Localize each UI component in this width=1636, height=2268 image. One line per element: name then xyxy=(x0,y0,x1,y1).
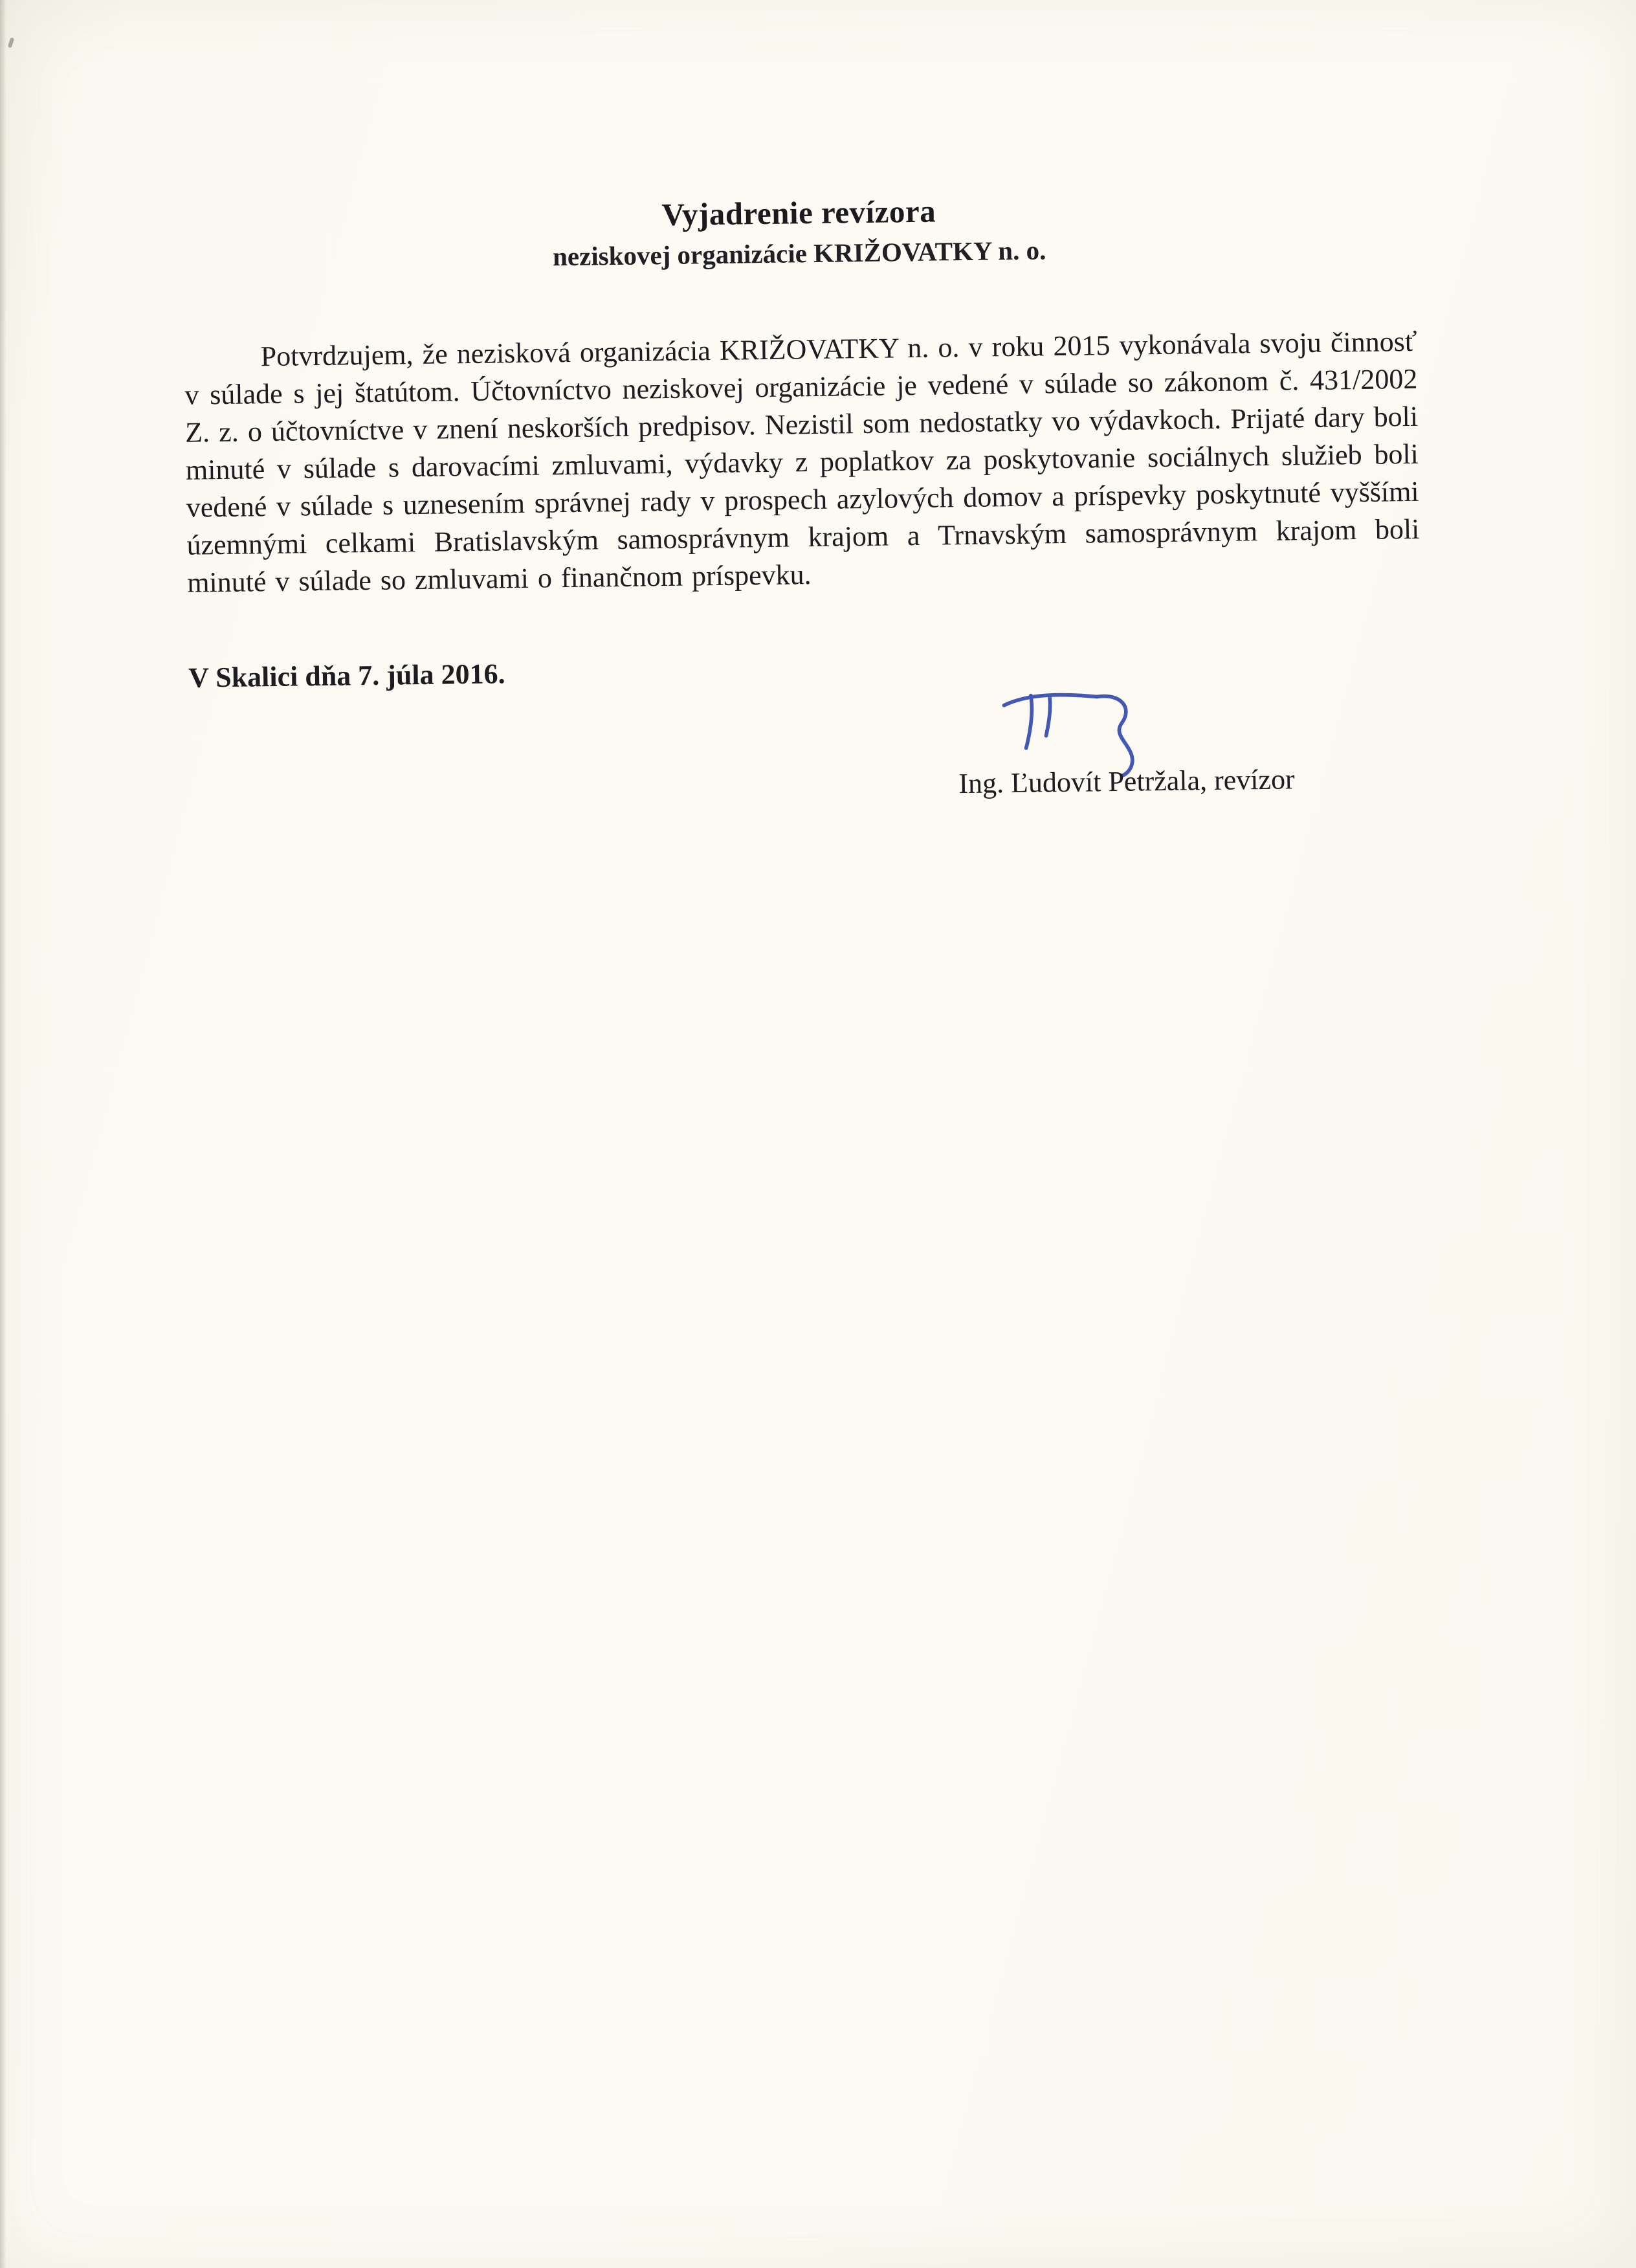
signature-block xyxy=(189,678,1425,928)
date-line: V Skalici dňa 7. júla 2016. xyxy=(188,658,505,694)
document-content xyxy=(0,0,1636,930)
document-title: Vyjadrenie revízora xyxy=(661,193,936,233)
body-paragraph: Potvrdzujem, že nezisková organizácia KRIŽOVATKY n. o. v roku 2015 vykonávala svoju činnosť v súlade s jej štatútom. Účtovníctvo neziskovej organizácie je vedené v súlade so zákonom č. 431/2002 Z. z. o účtovníctve v znení neskorších predpisov. Nezistil som nedostatky vo výdavkoch. Prijaté dary boli minuté v súlade s darovacími zmluvami, výdavky z poplatkov za poskytovanie sociálnych služieb boli vedené v súlade s uznesením správnej rady v prospech azylových domov a príspevky poskytnuté vyššími územnými celkami Bratislavským samosprávnym krajom a Trnavským samosprávnym krajom boli minuté v súlade so zmluvami o finančnom príspevku. xyxy=(184,325,1420,599)
signatory-name: Ing. Ľudovít Petržala, revízor xyxy=(958,763,1295,800)
document-subtitle: neziskovej organizácie KRIŽOVATKY n. o. xyxy=(552,235,1046,272)
